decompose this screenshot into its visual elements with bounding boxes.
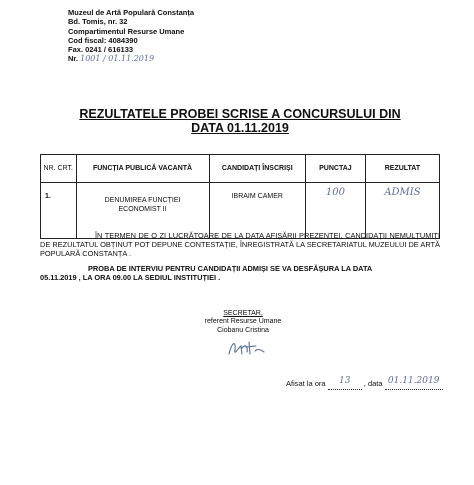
signature-title: SECRETAR, bbox=[223, 310, 263, 317]
title-line-2: DATA 01.11.2019 bbox=[191, 121, 289, 135]
registration-number-value: 1001 / 01.11.2019 bbox=[80, 54, 155, 64]
institution-address: Bd. Tomis, nr. 32 bbox=[68, 17, 128, 27]
posted-time-value: 13 bbox=[338, 376, 351, 386]
posted-date-field bbox=[385, 376, 443, 390]
row-candidate: IBRAIM CAMER bbox=[209, 183, 305, 239]
fiscal-code: Cod fiscal: 4084390 bbox=[68, 35, 138, 45]
document-title bbox=[40, 107, 440, 135]
header-result: REZULTAT bbox=[365, 155, 439, 183]
row-score: 100 bbox=[305, 183, 365, 239]
header-nr: NR. CRT. bbox=[41, 155, 77, 183]
handwritten-signature-icon bbox=[226, 338, 266, 360]
appeal-notice: ÎN TERMEN DE O ZI LUCRĂTOARE DE LA DATA AFIȘĂRII PREZENTEI, CANDIDAȚII NEMULȚUMIȚI DE REZULTATUL OBȚINUT POT DEPUNE CONTESTAȚIE, ÎNREGISTRATĂ LA SECRETARIATUL MUZEULUI DE ARTĂ POPULARĂ CONSTANȚA . bbox=[40, 231, 440, 259]
row-result: ADMIS bbox=[365, 183, 439, 239]
function-line-1: DENUMIREA FUNCȚIEI bbox=[104, 197, 181, 204]
posted-info bbox=[286, 376, 443, 390]
signature-role: referent Resurse Umane bbox=[204, 318, 282, 326]
institution-header bbox=[68, 8, 194, 64]
interview-line-2: 05.11.2019 , LA ORA 09.00 LA SEDIUL INSTITUȚIEI . bbox=[40, 273, 221, 283]
posted-time-label: Afisat la ora bbox=[286, 379, 326, 388]
posted-time-field bbox=[328, 376, 362, 390]
signature-block bbox=[198, 310, 288, 335]
row-nr: 1. bbox=[41, 183, 77, 239]
header-candidates: CANDIDAȚI ÎNSCRIȘI bbox=[209, 155, 305, 183]
posted-date-value: 01.11.2019 bbox=[387, 376, 440, 386]
function-line-2: ECONOMIST II bbox=[118, 205, 167, 213]
header-function: FUNCȚIA PUBLICĂ VACANTĂ bbox=[76, 155, 209, 183]
posted-date-label: , data bbox=[363, 379, 383, 388]
interview-line-1: PROBA DE INTERVIU PENTRU CANDIDAȚII ADMIȘI SE VA DESFĂȘURA LA DATA bbox=[88, 264, 373, 273]
header-score: PUNCTAJ bbox=[305, 155, 365, 183]
registration-number-label: Nr. bbox=[68, 54, 79, 64]
institution-name: Muzeul de Artă Populară Constanța bbox=[68, 8, 194, 17]
fax-number: Fax. 0241 / 616133 bbox=[68, 45, 134, 55]
title-line-1: REZULTATELE PROBEI SCRISE A CONCURSULUI DIN bbox=[79, 107, 401, 121]
interview-notice bbox=[40, 264, 450, 282]
table-header-row bbox=[41, 155, 440, 183]
results-table bbox=[40, 154, 440, 239]
signature-name: Ciobanu Cristina bbox=[217, 326, 269, 334]
department-name: Compartimentul Resurse Umane bbox=[68, 26, 185, 36]
registration-number bbox=[68, 54, 194, 63]
